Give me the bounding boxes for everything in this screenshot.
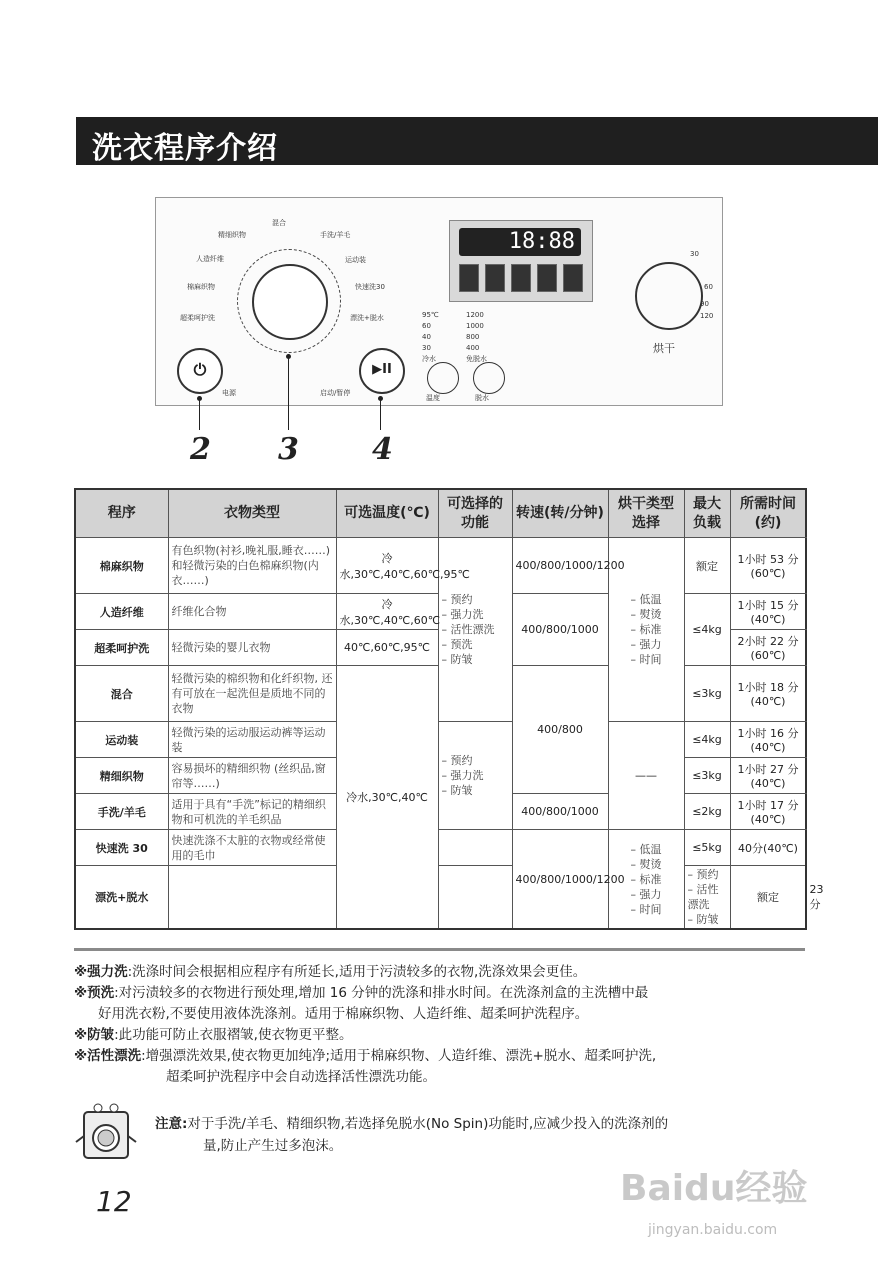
temp-option: 冷水 (422, 355, 436, 363)
note-continuation: 超柔呵护洗程序中会自动选择活性漂洗功能。 (166, 1069, 436, 1085)
temp-options-cell: 冷水,30℃,40℃,60℃,95℃ (336, 538, 438, 594)
note-continuation: 好用洗衣粉,不要使用液体洗涤剂。适用于棉麻织物、人造纤维、超柔呵护洗程序。 (98, 1006, 589, 1022)
column-header: 烘干类型选择 (608, 489, 684, 538)
table-row (75, 830, 806, 866)
dry-item: – 低温 (630, 593, 662, 606)
power-label: 电源 (222, 389, 236, 397)
attention-continuation: 量,防止产生过多泡沫。 (203, 1138, 343, 1154)
temp-option: 30 (422, 344, 431, 352)
dry-option: 30 (690, 250, 699, 258)
note-text: :洗涤时间会根据相应程序有所延长,适用于污渍较多的衣物,洗涤效果会更佳。 (127, 964, 587, 980)
temperature-knob[interactable] (427, 362, 459, 394)
function-item: – 防皱 (687, 913, 719, 926)
option-button[interactable] (459, 264, 479, 292)
program-table (74, 488, 824, 930)
dry-option: 120 (700, 312, 714, 320)
attention-note (155, 1113, 815, 1157)
temp-options-cell: 冷水,30℃,40℃ (336, 666, 438, 930)
watermark-logo: Baidu经验 (620, 1168, 808, 1209)
column-header: 最大负载 (684, 489, 730, 538)
time-cell: 1小时 15 分(40℃) (730, 594, 806, 630)
table-row (75, 722, 806, 758)
function-item: – 防皱 (441, 653, 473, 666)
program-label: 棉麻织物 (187, 283, 215, 291)
time-cell: 2小时 22 分(60℃) (730, 630, 806, 666)
spin-cell: 400/800/1000 (512, 794, 608, 830)
start-label: 启动/暂停 (320, 389, 351, 397)
spin-cell: 400/800/1000 (512, 594, 608, 666)
temp-option: 95℃ (422, 311, 439, 319)
program-dial (252, 264, 328, 340)
program-label: 运动装 (345, 256, 366, 264)
dry-type-cell: —— (608, 722, 684, 830)
function-item: – 预洗 (441, 638, 473, 651)
table-header-row (75, 489, 806, 538)
note-term: ※强力洗 (74, 964, 128, 980)
dry-item: – 标准 (630, 623, 662, 636)
attention-term: 注意: (155, 1116, 188, 1132)
play-pause-icon: ▶II (372, 362, 392, 377)
cloth-type: 轻微污染的婴儿衣物 (168, 630, 336, 666)
dry-option: 90 (700, 300, 709, 308)
function-item: – 强力洗 (441, 608, 484, 621)
program-label: 手洗/羊毛 (320, 231, 351, 239)
column-header: 衣物类型 (168, 489, 336, 538)
spin-cell: 400/800/1000/1200 (512, 538, 608, 594)
max-load-cell: ≤3kg (684, 666, 730, 722)
max-load-cell: ≤4kg (684, 594, 730, 666)
max-load-cell: ≤3kg (684, 758, 730, 794)
functions-cell (684, 866, 730, 930)
dry-item: – 时间 (630, 653, 662, 666)
temperature-knob-label: 温度 (426, 394, 440, 402)
callout-line (199, 400, 200, 430)
program-name: 棉麻织物 (75, 538, 168, 594)
program-name: 运动装 (75, 722, 168, 758)
cloth-type: 适用于具有“手洗”标记的精细织物和可机洗的羊毛织品 (168, 794, 336, 830)
note-text: :此功能可防止衣服褶皱,使衣物更平整。 (114, 1027, 353, 1043)
function-item: – 活性漂洗 (687, 883, 719, 911)
callout-line (380, 400, 381, 430)
spin-options (466, 310, 487, 365)
program-name: 精细织物 (75, 758, 168, 794)
function-item: – 预约 (441, 593, 473, 606)
spin-option: 800 (466, 333, 480, 341)
dry-item: – 强力 (630, 638, 662, 651)
column-header: 程序 (75, 489, 168, 538)
time-cell: 1小时 27 分(40℃) (730, 758, 806, 794)
dry-knob[interactable] (635, 262, 703, 330)
temp-options-cell (438, 866, 512, 930)
program-label: 人造纤维 (196, 255, 224, 263)
spin-option: 400 (466, 344, 480, 352)
spin-knob-label: 脱水 (475, 394, 489, 402)
cloth-type: 容易损坏的精细织物 (丝织品,窗帘等……) (168, 758, 336, 794)
max-load-cell: ≤5kg (684, 830, 730, 866)
column-header: 转速(转/分钟) (512, 489, 608, 538)
time-display: 18:88 (459, 228, 581, 256)
cloth-type: 有色织物(衬衫,晚礼服,睡衣……) 和轻微污染的白色棉麻织物(内衣……) (168, 538, 336, 594)
start-pause-button[interactable] (359, 348, 405, 394)
column-header: 可选择的功能 (438, 489, 512, 538)
program-name: 混合 (75, 666, 168, 722)
cloth-type (168, 866, 336, 930)
power-button[interactable] (177, 348, 223, 394)
program-name: 人造纤维 (75, 594, 168, 630)
dry-item: – 熨烫 (630, 608, 662, 621)
note-text: :增强漂洗效果,使衣物更加纯净;适用于棉麻织物、人造纤维、漂洗+脱水、超柔呵护洗, (141, 1048, 657, 1064)
dry-item: – 低温 (630, 842, 662, 856)
washing-machine-icon (74, 1102, 140, 1166)
note-text: :对污渍较多的衣物进行预处理,增加 16 分钟的洗涤和排水时间。在洗涤剂盒的主洗槽中最 (114, 985, 649, 1001)
temperature-options (422, 310, 439, 365)
max-load-cell: ≤4kg (684, 722, 730, 758)
note-item (74, 1046, 814, 1067)
dry-item: – 标准 (630, 872, 662, 886)
program-label: 漂洗+脱水 (350, 314, 384, 322)
temp-options-cell: 冷水,30℃,40℃,60℃ (336, 594, 438, 630)
temp-option: 40 (422, 333, 431, 341)
program-label: 超柔呵护洗 (180, 314, 215, 322)
time-cell: 1小时 16 分(40℃) (730, 722, 806, 758)
cloth-type: 快速洗涤不太脏的衣物或经常使用的毛巾 (168, 830, 336, 866)
watermark-url: jingyan.baidu.com (648, 1222, 778, 1238)
callout-number: 4 (372, 432, 393, 467)
cloth-type: 轻微污染的运动服运动裤等运动装 (168, 722, 336, 758)
column-header: 所需时间(约) (730, 489, 806, 538)
page-number: 12 (96, 1185, 132, 1218)
functions-cell (438, 538, 512, 722)
attention-text: 对于手洗/羊毛、精细织物,若选择免脱水(No Spin)功能时,应减少投入的洗涤剂的 (187, 1116, 669, 1132)
temp-option: 60 (422, 322, 431, 330)
note-term: ※活性漂洗 (74, 1048, 142, 1064)
callout-line (288, 358, 289, 430)
section-title-bar (76, 117, 878, 165)
note-item (74, 1025, 814, 1046)
time-cell: 1小时 53 分(60℃) (730, 538, 806, 594)
table-row: 漂洗+脱水 – 预约 – 活性漂洗 – 防皱 额定 23分 (75, 866, 806, 930)
program-name: 快速洗 30 (75, 830, 168, 866)
column-header: 可选温度(℃) (336, 489, 438, 538)
callout-number: 2 (190, 432, 211, 467)
option-button[interactable] (537, 264, 557, 292)
program-name: 超柔呵护洗 (75, 630, 168, 666)
function-item: – 预约 (687, 868, 719, 881)
dry-item: – 强力 (630, 887, 662, 901)
notes-section (74, 962, 814, 1088)
time-cell: 1小时 17 分(40℃) (730, 794, 806, 830)
cloth-type: 纤维化合物 (168, 594, 336, 630)
option-button[interactable] (485, 264, 505, 292)
option-button[interactable] (511, 264, 531, 292)
program-label: 精细织物 (218, 231, 246, 239)
functions-cell (438, 722, 512, 830)
spin-knob[interactable] (473, 362, 505, 394)
note-term: ※预洗 (74, 985, 115, 1001)
program-label: 混合 (272, 219, 286, 227)
dry-label: 烘干 (653, 342, 675, 355)
note-term: ※防皱 (74, 1027, 115, 1043)
spin-cell: 400/800/1000/1200 (512, 830, 608, 930)
temp-options-cell: 40℃,60℃,95℃ (336, 630, 438, 666)
power-icon: ⏻ (193, 360, 207, 379)
program-name: 漂洗+脱水 (75, 866, 168, 930)
max-load-cell: 额定 (684, 538, 730, 594)
table-row (75, 538, 806, 594)
function-item: – 活性漂洗 (441, 623, 495, 636)
spin-option: 1000 (466, 322, 484, 330)
option-button[interactable] (563, 264, 583, 292)
dry-option: 60 (704, 283, 713, 291)
function-item: – 预约 (441, 754, 473, 767)
max-load-cell: 额定 (730, 866, 806, 930)
note-item (74, 983, 814, 1004)
max-load-cell: ≤2kg (684, 794, 730, 830)
dry-item: – 时间 (630, 902, 662, 916)
functions-cell (438, 830, 512, 866)
program-label: 快速洗30 (355, 283, 385, 291)
spin-cell: 400/800 (512, 666, 608, 794)
spin-option: 免脱水 (466, 355, 487, 363)
time-cell: 1小时 18 分(40℃) (730, 666, 806, 722)
divider (74, 948, 805, 951)
function-item: – 防皱 (441, 784, 473, 797)
dry-item: – 熨烫 (630, 857, 662, 871)
callout-number: 3 (278, 432, 299, 467)
program-name: 手洗/羊毛 (75, 794, 168, 830)
spin-option: 1200 (466, 311, 484, 319)
page-title: 洗衣程序介绍 (92, 131, 278, 166)
function-item: – 强力洗 (441, 769, 484, 782)
note-item (74, 962, 814, 983)
time-cell: 40分(40℃) (730, 830, 806, 866)
cloth-type: 轻微污染的棉织物和化纤织物, 还有可放在一起洗但是质地不同的衣物 (168, 666, 336, 722)
